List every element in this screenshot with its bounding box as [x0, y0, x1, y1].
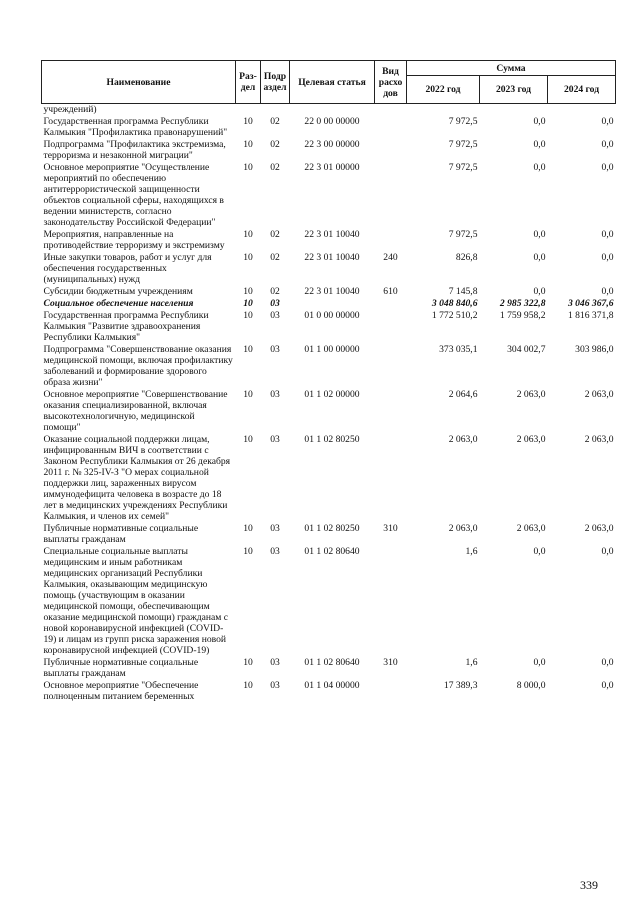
cell-2022: 7 972,5	[448, 116, 478, 127]
cell-name: Подпрограмма "Совершенствование оказания медицинской помощи, включая профилактику заболеваний и формирование здорового образа жизни"	[43, 344, 233, 388]
cell-2022: 1 772 510,2	[431, 310, 478, 321]
cell-podrazdel	[261, 104, 290, 116]
cell-2024: 0,0	[601, 116, 614, 127]
cell-2023	[480, 104, 548, 116]
cell-2022: 17 389,3	[443, 680, 478, 691]
cell-2024: 0,0	[601, 252, 614, 263]
table-header	[42, 61, 616, 104]
table-row	[42, 161, 616, 228]
cell-vid	[375, 545, 407, 656]
cell-name: учреждений)	[43, 104, 97, 115]
table-row	[42, 433, 616, 522]
cell-podrazdel: 02	[270, 139, 280, 150]
cell-name: Иные закупки товаров, работ и услуг для обеспечения государственных (муниципальных) нужд	[43, 252, 212, 285]
cell-2023: 0,0	[533, 252, 546, 263]
table-row	[42, 228, 616, 251]
cell-2022: 7 972,5	[448, 229, 478, 240]
cell-podrazdel: 03	[270, 680, 280, 691]
cell-2022: 1,6	[465, 546, 478, 557]
cell-podrazdel: 03	[270, 657, 280, 668]
cell-vid: 610	[383, 286, 398, 297]
cell-name: Оказание социальной поддержки лицам, инфицированным ВИЧ в соответствии с Законом Республики Калмыкия от 26 декабря 2011 г. № 325-IV-З "О мерах социальной поддержки лиц, зараженных вирусом иммунодефицита человека в возрасте до 18 лет в медицинских учреждениях Республики Калмыкия, и членов их семей"	[43, 434, 231, 522]
cell-target: 01 1 04 00000	[304, 680, 360, 691]
cell-2023: 2 985 322,8	[499, 298, 546, 309]
cell-2024: 0,0	[601, 657, 614, 668]
header-year-2023: 2023 год	[480, 76, 548, 104]
cell-name: Субсидии бюджетным учреждениям	[43, 286, 193, 297]
cell-vid	[375, 228, 407, 251]
header-vid-line-1: Вид	[382, 65, 399, 77]
cell-podrazdel: 02	[270, 162, 280, 173]
cell-name: Публичные нормативные социальные выплаты гражданам	[43, 657, 199, 679]
cell-podrazdel: 03	[270, 546, 280, 557]
header-year-2024: 2024 год	[548, 76, 616, 104]
cell-2022: 7 972,5	[448, 139, 478, 150]
cell-target: 01 1 02 80640	[304, 546, 360, 557]
cell-name: Социальное обеспечение населения	[43, 298, 194, 309]
table-row	[42, 297, 616, 309]
cell-2023: 0,0	[533, 139, 546, 150]
table-row	[42, 388, 616, 433]
cell-2022: 7 972,5	[448, 162, 478, 173]
cell-2022: 2 063,0	[448, 434, 478, 445]
cell-2023: 8 000,0	[516, 680, 546, 691]
cell-2022	[407, 104, 480, 116]
table-row	[42, 522, 616, 545]
cell-2024: 0,0	[601, 229, 614, 240]
cell-2024: 2 063,0	[584, 523, 614, 534]
header-vid-line-3: дов	[383, 87, 398, 99]
table-row	[42, 115, 616, 138]
cell-podrazdel: 03	[270, 310, 280, 321]
cell-vid: 310	[383, 523, 398, 534]
cell-2022: 2 063,0	[448, 523, 478, 534]
cell-name: Основное мероприятие "Совершенствование оказания специализированной, включая высокотехнологичную, медицинской помощи"	[43, 389, 228, 433]
table-row	[42, 545, 616, 656]
table-body	[42, 104, 616, 703]
cell-target: 22 3 01 10040	[304, 252, 360, 263]
cell-razdel: 10	[243, 389, 253, 400]
cell-vid	[375, 115, 407, 138]
cell-2023: 2 063,0	[516, 523, 546, 534]
header-vid	[375, 61, 407, 104]
cell-2023: 0,0	[533, 162, 546, 173]
cell-2023: 1 759 958,2	[499, 310, 546, 321]
cell-2024: 0,0	[601, 139, 614, 150]
cell-vid: 310	[383, 657, 398, 668]
cell-2024: 1 816 371,8	[567, 310, 614, 321]
cell-vid	[375, 161, 407, 228]
cell-target	[290, 104, 375, 116]
cell-razdel: 10	[243, 252, 253, 263]
cell-vid	[375, 433, 407, 522]
cell-vid: 240	[383, 252, 398, 263]
cell-vid	[375, 388, 407, 433]
page-number: 339	[580, 878, 598, 892]
cell-podrazdel: 03	[270, 523, 280, 534]
cell-vid	[375, 343, 407, 388]
cell-podrazdel: 02	[270, 286, 280, 297]
cell-2023: 0,0	[533, 286, 546, 297]
header-year-2022: 2022 год	[407, 76, 480, 104]
header-podrazdel-line-2: аздел	[263, 82, 287, 93]
cell-2022: 826,8	[455, 252, 478, 263]
cell-vid	[375, 679, 407, 702]
cell-podrazdel: 02	[270, 229, 280, 240]
cell-podrazdel: 03	[270, 298, 280, 309]
budget-table	[41, 60, 616, 702]
cell-2022: 1,6	[465, 657, 478, 668]
cell-podrazdel: 03	[270, 389, 280, 400]
table-row	[42, 285, 616, 297]
table-row	[42, 656, 616, 679]
cell-2024: 3 046 367,6	[567, 298, 614, 309]
cell-razdel: 10	[243, 139, 253, 150]
budget-document	[41, 60, 615, 702]
cell-2022: 2 064,6	[448, 389, 478, 400]
cell-target: 01 1 02 80640	[304, 657, 360, 668]
cell-name: Публичные нормативные социальные выплаты гражданам	[43, 523, 199, 545]
header-razdel	[236, 61, 261, 104]
cell-target: 01 1 00 00000	[304, 344, 360, 355]
header-vid-line-2: расхо	[378, 76, 403, 88]
cell-razdel: 10	[243, 298, 253, 309]
cell-target: 01 0 00 00000	[304, 310, 360, 321]
cell-2024	[548, 104, 616, 116]
table-row	[42, 309, 616, 343]
cell-target: 01 1 02 00000	[304, 389, 360, 400]
cell-name: Государственная программа Республики Калмыкия "Развитие здравоохранения Республики Калмыкия"	[43, 310, 209, 343]
header-podrazdel	[261, 61, 290, 104]
cell-target: 22 0 00 00000	[304, 116, 360, 127]
cell-2023: 0,0	[533, 546, 546, 557]
cell-target: 22 3 01 10040	[304, 286, 360, 297]
cell-target: 22 3 01 10040	[304, 229, 360, 240]
cell-2022: 3 048 840,6	[431, 298, 478, 309]
cell-razdel: 10	[243, 116, 253, 127]
cell-target: 01 1 02 80250	[304, 434, 360, 445]
cell-vid	[375, 138, 407, 161]
cell-name: Государственная программа Республики Калмыкия "Профилактика правонарушений"	[43, 116, 228, 138]
cell-2024: 0,0	[601, 680, 614, 691]
cell-razdel: 10	[243, 546, 253, 557]
cell-razdel: 10	[243, 286, 253, 297]
table-row	[42, 251, 616, 285]
cell-name: Основное мероприятие "Осуществление мероприятий по обеспечению антитеррористической защищенности объектов социальной сферы, находящихся в ведении министерств, согласно законодательству Российской Федерации"	[43, 162, 224, 228]
table-row	[42, 138, 616, 161]
header-sum: Сумма	[407, 61, 616, 76]
cell-target	[290, 297, 375, 309]
cell-2024: 0,0	[601, 546, 614, 557]
cell-vid	[375, 104, 407, 116]
table-row	[42, 343, 616, 388]
cell-2023: 2 063,0	[516, 389, 546, 400]
cell-target: 22 3 01 00000	[304, 162, 360, 173]
cell-podrazdel: 02	[270, 116, 280, 127]
header-podrazdel-line-1: Подр	[263, 71, 287, 82]
cell-razdel: 10	[243, 310, 253, 321]
cell-target: 01 1 02 80250	[304, 523, 360, 534]
cell-2024: 303 986,0	[575, 344, 614, 355]
cell-2024: 0,0	[601, 286, 614, 297]
cell-2024: 2 063,0	[584, 434, 614, 445]
table-row	[42, 679, 616, 702]
header-razdel-line-1: Раз-	[239, 71, 257, 82]
cell-razdel: 10	[243, 523, 253, 534]
header-razdel-line-2: дел	[240, 82, 256, 93]
cell-podrazdel: 03	[270, 434, 280, 445]
cell-2024: 0,0	[601, 162, 614, 173]
cell-2023: 0,0	[533, 116, 546, 127]
cell-podrazdel: 03	[270, 344, 280, 355]
cell-2023: 2 063,0	[516, 434, 546, 445]
cell-razdel: 10	[243, 344, 253, 355]
cell-vid	[375, 297, 407, 309]
cell-razdel: 10	[243, 680, 253, 691]
header-name: Наименование	[42, 61, 236, 104]
cell-razdel: 10	[243, 657, 253, 668]
cell-2024: 2 063,0	[584, 389, 614, 400]
cell-vid	[375, 309, 407, 343]
cell-podrazdel: 02	[270, 252, 280, 263]
cell-2022: 7 145,8	[448, 286, 478, 297]
cell-target: 22 3 00 00000	[304, 139, 360, 150]
cell-2023: 0,0	[533, 229, 546, 240]
cell-razdel	[236, 104, 261, 116]
cell-2022: 373 035,1	[439, 344, 478, 355]
header-target: Целевая статья	[290, 61, 375, 104]
cell-razdel: 10	[243, 434, 253, 445]
cell-name: Специальные социальные выплаты медицинским и иным работникам медицинских организаций Республики Калмыкия, оказывающим медицинскую помощь (участвующим в оказании медицинской помощи, обеспечивающим оказание медицинской помощи) гражданам с новой коронавирусной инфекцией (COVID-19) и лицам из групп риска заражения новой коронавирусной инфекцией (COVID-19)	[43, 546, 229, 656]
cell-2023: 0,0	[533, 657, 546, 668]
cell-name: Подпрограмма "Профилактика экстремизма, терроризма и незаконной миграции"	[43, 139, 226, 161]
cell-razdel: 10	[243, 162, 253, 173]
cell-razdel: 10	[243, 229, 253, 240]
cell-2023: 304 002,7	[507, 344, 546, 355]
cell-name: Мероприятия, направленные на противодействие терроризму и экстремизму	[43, 229, 225, 251]
table-row	[42, 104, 616, 116]
cell-name: Основное мероприятие "Обеспечение полноценным питанием беременных	[43, 680, 199, 702]
